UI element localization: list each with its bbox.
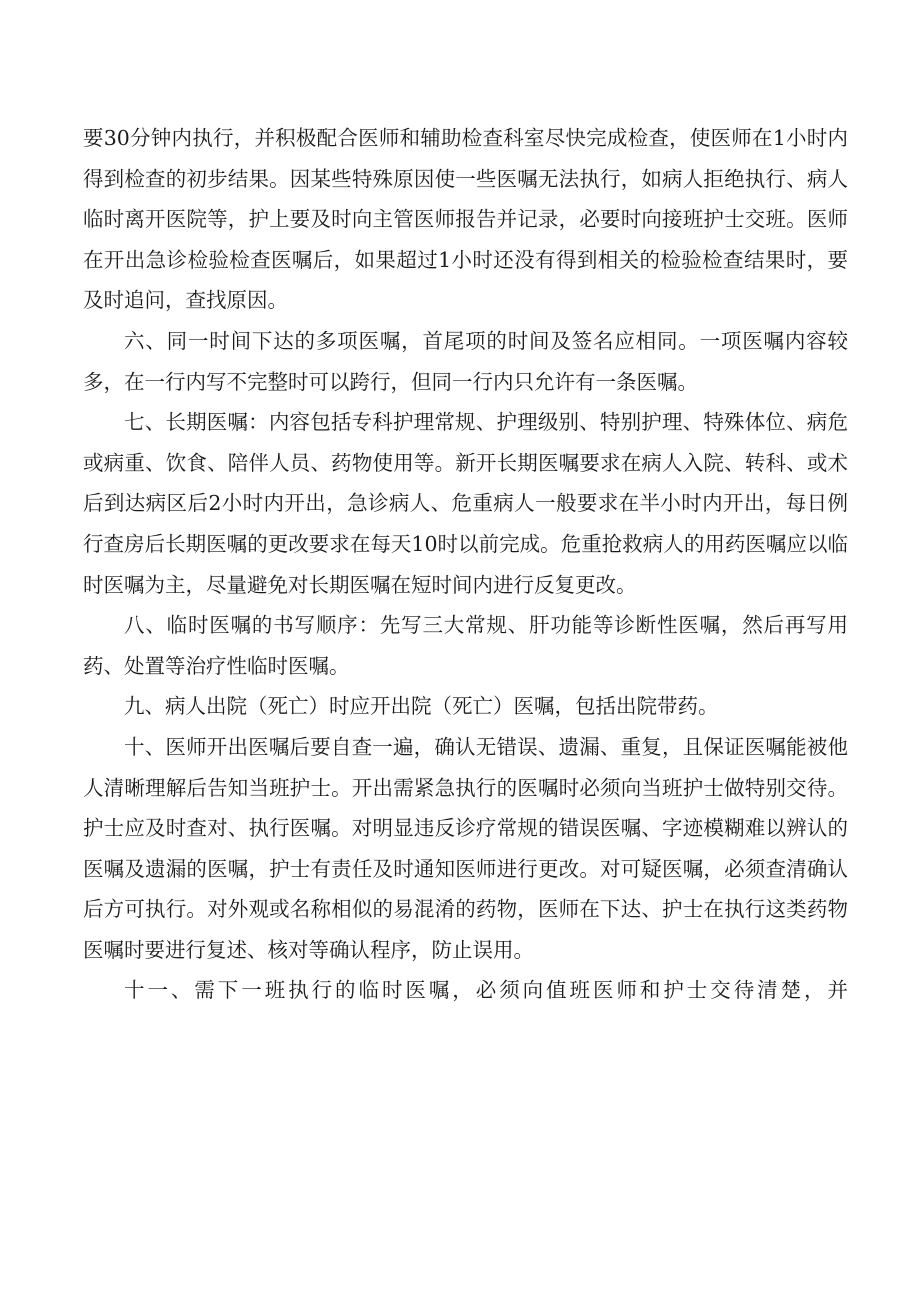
paragraph-continuation: 要30分钟内执行，并积极配合医师和辅助检查科室尽快完成检查，使医师在1小时内得到检查的初步结果。因某些特殊原因使一些医嘱无法执行，如病人拒绝执行、病人临时离开医院等，护上要及时向主管医师报告并记录，必要时向接班护士交班。医师在开出急诊检验检查医嘱后，如果超过1小时还没有得到相关的检验检查结果时，要及时追问，查找原因。 [83, 126, 848, 313]
paragraph-item-6: 六、同一时间下达的多项医嘱，首尾项的时间及签名应相同。一项医嘱内容较多，在一行内写不完整时可以跨行，但同一行内只允许有一条医嘱。 [83, 328, 848, 394]
paragraph-item-7: 七、长期医嘱：内容包括专科护理常规、护理级别、特别护理、特殊体位、病危或病重、饮食、陪伴人员、药物使用等。新开长期医嘱要求在病人入院、转科、或术后到达病区后2小时内开出，急诊病人、危重病人一般要求在半小时内开出，每日例行查房后长期医嘱的更改要求在每天10时以前完成。危重抢救病人的用药医嘱应以临时医嘱为主，尽量避免对长期医嘱在短时间内进行反复更改。 [83, 410, 848, 597]
paragraph-item-8: 八、临时医嘱的书写顺序：先写三大常规、肝功能等诊断性医嘱，然后再写用药、处置等治疗性临时医嘱。 [83, 613, 848, 678]
paragraph-item-9: 九、病人出院（死亡）时应开出院（死亡）医嘱，包括出院带药。 [124, 694, 719, 719]
paragraph-item-11: 十一、需下一班执行的临时医嘱，必须向值班医师和护士交待清楚，并 [124, 978, 848, 1003]
paragraph-item-10: 十、医师开出医嘱后要自查一遍，确认无错误、遗漏、重复，且保证医嘱能被他人清晰理解后告知当班护士。开出需紧急执行的医嘱时必须向当班护士做特别交待。护士应及时查对、执行医嘱。对明显违反诊疗常规的错误医嘱、字迹模糊难以辨认的医嘱及遗漏的医嘱，护士有责任及时通知医师进行更改。对可疑医嘱，必须查清确认后方可执行。对外观或名称相似的易混淆的药物，医师在下达、护士在执行这类药物医嘱时要进行复述、核对等确认程序，防止误用。 [83, 734, 848, 962]
document-body [83, 118, 848, 1011]
